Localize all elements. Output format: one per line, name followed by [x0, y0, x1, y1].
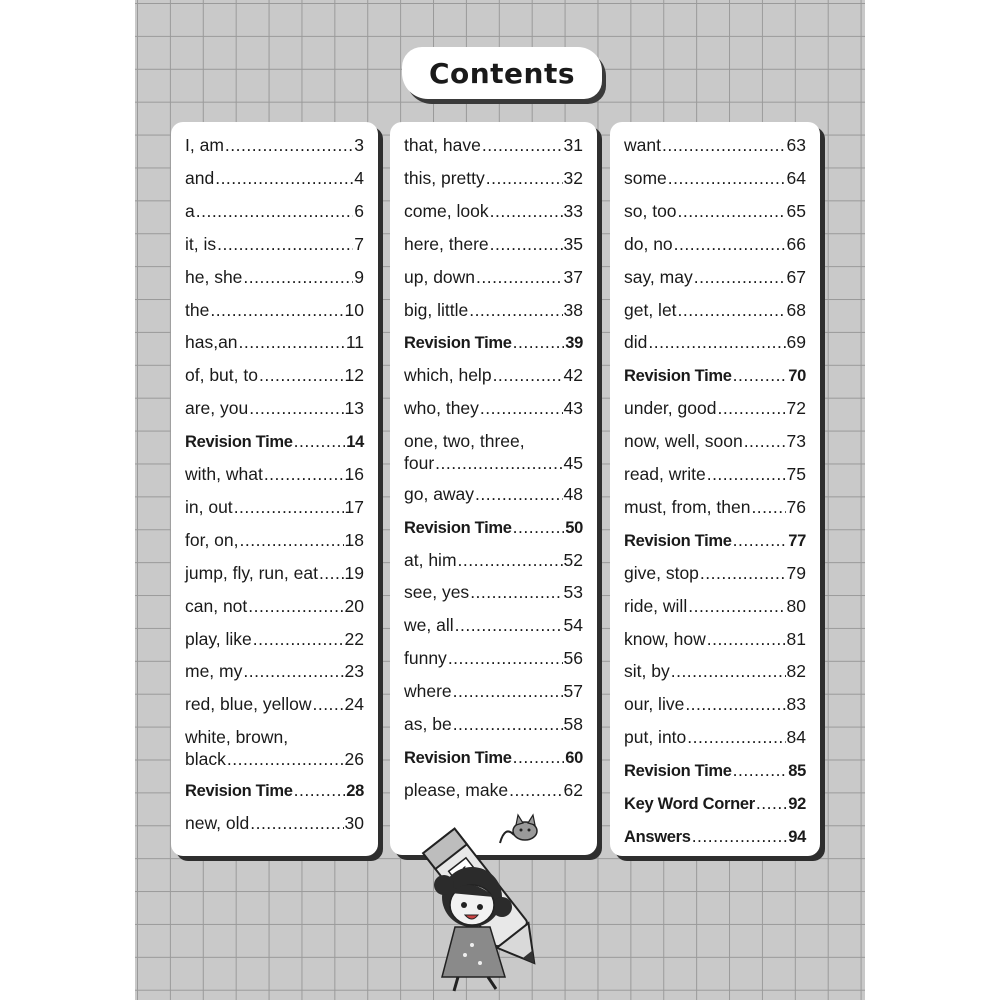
toc-entry-page-number: 14	[346, 433, 364, 452]
toc-entry	[624, 660, 806, 682]
dot-leader	[678, 200, 786, 222]
toc-entry-label: sit, by	[624, 661, 670, 682]
cat-icon	[500, 815, 537, 843]
toc-entry	[404, 167, 583, 189]
dot-leader	[225, 134, 353, 156]
toc-entry	[404, 299, 583, 321]
dot-leader	[243, 660, 343, 682]
toc-entry	[185, 397, 364, 419]
toc-entry-page-number: 9	[354, 266, 364, 287]
dot-leader	[217, 233, 353, 255]
toc-entry-label-line: one, two, three,	[404, 431, 525, 452]
toc-entry-label: funny	[404, 648, 447, 669]
toc-entry	[404, 779, 583, 801]
toc-entry-page-number: 54	[563, 615, 583, 636]
toc-entry-label: know, how	[624, 628, 706, 649]
dot-leader	[240, 529, 344, 551]
toc-entry-label: and	[185, 167, 215, 188]
toc-entry	[624, 430, 806, 452]
toc-entry-label: it, is	[185, 233, 217, 254]
toc-entry-label: red, blue, yellow	[185, 694, 312, 715]
contents-column-3	[610, 122, 820, 856]
toc-entry-page-number: 39	[565, 334, 583, 353]
toc-entry-label: say, may	[624, 266, 693, 287]
toc-entry	[185, 595, 364, 617]
toc-entry	[404, 549, 583, 571]
toc-entry-page-number: 65	[786, 200, 806, 221]
toc-entry-label: Revision Time	[185, 781, 293, 800]
toc-entry-page-number: 22	[344, 628, 364, 649]
toc-entry-label: Revision Time	[404, 334, 512, 353]
dot-leader	[707, 463, 786, 485]
toc-entry-page-number: 48	[563, 483, 583, 504]
dot-leader	[250, 812, 343, 834]
toc-entry-page-number: 38	[563, 299, 583, 320]
toc-entry	[185, 812, 364, 834]
dot-leader	[717, 397, 785, 419]
title-banner	[402, 47, 602, 99]
toc-entry-page-number: 28	[346, 781, 364, 800]
toc-entry-label: play, like	[185, 628, 252, 649]
toc-entry-page-number: 52	[563, 549, 583, 570]
toc-entry-page-number: 70	[788, 367, 806, 386]
toc-entry-label: who, they	[404, 398, 479, 419]
dot-leader	[490, 200, 563, 222]
toc-entry-label: see, yes	[404, 582, 470, 603]
toc-entry-page-number: 26	[344, 749, 364, 770]
dot-leader	[756, 792, 787, 814]
dot-leader	[312, 693, 343, 715]
dot-leader	[469, 299, 562, 321]
page-title: Contents	[428, 56, 576, 90]
toc-entry-page-number: 4	[354, 167, 364, 188]
dot-leader	[239, 331, 345, 353]
toc-entry-label: at, him	[404, 549, 457, 570]
contents-column-1	[171, 122, 378, 856]
toc-entry	[624, 331, 806, 353]
contents-column-2	[390, 122, 597, 855]
toc-entry-label: of, but, to	[185, 365, 258, 386]
toc-entry-page-number: 13	[344, 398, 364, 419]
toc-entry-page-number: 7	[354, 233, 364, 254]
toc-entry	[624, 529, 806, 552]
dot-leader	[694, 266, 786, 288]
dot-leader	[700, 562, 786, 584]
dot-leader	[470, 581, 562, 603]
toc-entry-page-number: 83	[786, 694, 806, 715]
toc-entry-label: we, all	[404, 615, 454, 636]
toc-entry	[404, 483, 583, 505]
toc-entry-page-number: 30	[344, 812, 364, 833]
toc-entry	[624, 463, 806, 485]
toc-entry	[404, 200, 583, 222]
toc-entry	[404, 266, 583, 288]
toc-entry-label: this, pretty	[404, 167, 485, 188]
toc-entry-page-number: 85	[788, 762, 806, 781]
dot-leader	[493, 364, 563, 386]
toc-entry	[185, 562, 364, 584]
dot-leader	[513, 331, 565, 353]
toc-entry-page-number: 35	[563, 233, 583, 254]
toc-entry-page-number: 31	[563, 135, 583, 155]
toc-entry	[624, 759, 806, 782]
toc-entry	[624, 562, 806, 584]
toc-entry	[185, 496, 364, 518]
toc-entry	[185, 779, 364, 802]
girl-with-pencil-illustration	[410, 805, 560, 995]
toc-entry-label: jump, fly, run, eat	[185, 562, 318, 583]
toc-entry-label: our, live	[624, 694, 685, 715]
toc-entry	[404, 430, 583, 474]
dot-leader	[733, 759, 788, 781]
toc-entry-page-number: 20	[344, 595, 364, 616]
toc-entry-label: give, stop	[624, 562, 699, 583]
dot-leader	[253, 628, 344, 650]
toc-entry	[404, 516, 583, 539]
toc-entry-label: Revision Time	[404, 518, 512, 537]
toc-entry-page-number: 92	[788, 795, 806, 813]
toc-entry-page-number: 23	[344, 661, 364, 682]
toc-entry	[404, 397, 583, 419]
toc-entry	[404, 680, 583, 702]
toc-entry	[404, 713, 583, 735]
toc-entry-label: get, let	[624, 299, 677, 320]
toc-entry-label: Revision Time	[185, 433, 293, 452]
dot-leader	[227, 748, 344, 770]
toc-entry	[185, 529, 364, 551]
toc-entry	[185, 726, 364, 770]
toc-entry-page-number: 37	[563, 266, 583, 287]
toc-entry-page-number: 16	[344, 464, 364, 484]
dot-leader	[248, 595, 343, 617]
toc-entry-label: I, am	[185, 135, 224, 155]
toc-entry-label: where	[404, 681, 452, 702]
toc-entry-page-number: 77	[788, 531, 806, 550]
toc-entry	[624, 726, 806, 748]
toc-entry-label: Answers	[624, 827, 691, 846]
toc-entry-page-number: 32	[563, 167, 583, 188]
toc-entry	[624, 134, 806, 156]
toc-entry-page-number: 63	[786, 135, 806, 155]
toc-entry-page-number: 58	[563, 714, 583, 735]
toc-entry-page-number: 42	[563, 365, 583, 386]
toc-entry	[624, 167, 806, 189]
toc-entry-page-number: 45	[563, 453, 583, 474]
dot-leader	[668, 167, 786, 189]
toc-entry-page-number: 81	[786, 628, 806, 649]
toc-entry	[185, 299, 364, 321]
toc-entry-label: want	[624, 135, 661, 155]
toc-entry-page-number: 73	[786, 431, 806, 452]
toc-entry	[185, 463, 364, 485]
toc-entry-label: a	[185, 200, 195, 221]
toc-entry-page-number: 53	[563, 582, 583, 603]
toc-entry-page-number: 64	[786, 167, 806, 188]
toc-entry	[404, 647, 583, 669]
toc-entry	[185, 134, 364, 156]
dot-leader	[687, 726, 785, 748]
toc-entry	[185, 331, 364, 353]
dot-leader	[733, 529, 788, 551]
dot-leader	[733, 364, 788, 386]
toc-entry-page-number: 11	[345, 332, 364, 353]
dot-leader	[671, 660, 786, 682]
toc-entry-page-number: 66	[786, 233, 806, 254]
toc-entry-page-number: 72	[786, 398, 806, 419]
toc-entry-page-number: 18	[344, 529, 364, 550]
dot-leader	[688, 595, 785, 617]
toc-entry-label: Revision Time	[624, 367, 732, 386]
toc-entry-page-number: 68	[786, 299, 806, 320]
toc-entry	[404, 233, 583, 255]
toc-entry	[624, 299, 806, 321]
dot-leader	[294, 430, 346, 452]
toc-entry	[404, 331, 583, 354]
dot-leader	[674, 233, 786, 255]
toc-entry-label: black	[185, 749, 226, 770]
toc-entry	[624, 200, 806, 222]
toc-entry	[404, 581, 583, 603]
toc-entry-page-number: 17	[344, 496, 364, 517]
toc-entry-label: did	[624, 332, 648, 353]
toc-entry-page-number: 43	[563, 398, 583, 419]
toc-entry-label: go, away	[404, 483, 475, 504]
toc-entry-page-number: 82	[786, 661, 806, 682]
dot-leader	[453, 680, 563, 702]
dot-leader	[458, 549, 563, 571]
toc-entry-page-number: 3	[354, 135, 364, 155]
toc-entry-page-number: 50	[565, 518, 583, 537]
toc-entry-page-number: 62	[563, 779, 583, 800]
dot-leader	[259, 364, 344, 386]
dot-leader	[648, 331, 785, 353]
dot-leader	[294, 779, 346, 801]
toc-entry	[624, 693, 806, 715]
dot-leader	[513, 746, 565, 768]
toc-entry-label: Key Word Corner	[624, 795, 755, 813]
toc-entry-label: now, well, soon	[624, 431, 743, 452]
toc-entry-label: for, on,	[185, 529, 239, 550]
toc-entry	[185, 200, 364, 222]
toc-entry-page-number: 69	[786, 332, 806, 353]
toc-entry-page-number: 67	[786, 266, 806, 287]
toc-entry	[185, 430, 364, 453]
dot-leader	[707, 628, 786, 650]
dot-leader	[448, 647, 563, 669]
toc-entry	[624, 397, 806, 419]
dot-leader	[210, 299, 343, 321]
toc-entry-label: that, have	[404, 135, 481, 155]
toc-entry-label: so, too	[624, 200, 677, 221]
dot-leader	[662, 134, 786, 156]
toc-entry-page-number: 24	[344, 694, 364, 715]
toc-entry-label: here, there	[404, 233, 489, 254]
toc-entry-label: ride, will	[624, 595, 688, 616]
dot-leader	[455, 614, 563, 636]
dot-leader	[509, 779, 562, 801]
dot-leader	[215, 167, 353, 189]
dot-leader	[435, 452, 562, 474]
toc-entry-label: read, write	[624, 464, 706, 484]
toc-entry-label: can, not	[185, 595, 248, 616]
toc-entry	[185, 693, 364, 715]
toc-entry-page-number: 12	[344, 365, 364, 386]
dot-leader	[243, 266, 353, 288]
toc-entry-page-number: 94	[788, 827, 806, 846]
dot-leader	[482, 134, 563, 156]
toc-entry-label: do, no	[624, 233, 673, 254]
toc-entry-label: new, old	[185, 812, 250, 833]
toc-entry	[185, 233, 364, 255]
toc-entry-label: some	[624, 167, 667, 188]
toc-entry-page-number: 19	[344, 562, 364, 583]
toc-entry-label: under, good	[624, 398, 717, 419]
toc-entry	[624, 496, 806, 518]
toc-entry-label: in, out	[185, 496, 233, 517]
toc-entry-label: put, into	[624, 727, 687, 748]
toc-entry	[624, 595, 806, 617]
toc-entry-page-number: 76	[786, 496, 806, 517]
toc-entry-page-number: 84	[786, 727, 806, 748]
toc-entry-page-number: 57	[563, 681, 583, 702]
dot-leader	[486, 167, 563, 189]
toc-entry	[185, 364, 364, 386]
toc-entry-label: he, she	[185, 266, 243, 287]
toc-entry-label: the	[185, 299, 210, 320]
toc-entry-page-number: 6	[354, 200, 364, 221]
toc-entry	[624, 825, 806, 848]
toc-entry	[404, 364, 583, 386]
toc-entry-label: are, you	[185, 398, 249, 419]
dot-leader	[475, 483, 562, 505]
dot-leader	[453, 713, 563, 735]
dot-leader	[513, 516, 565, 538]
toc-entry	[624, 364, 806, 387]
toc-entry	[624, 233, 806, 255]
toc-entry	[404, 614, 583, 636]
dot-leader	[678, 299, 786, 321]
dot-leader	[744, 430, 786, 452]
toc-entry-label: four	[404, 453, 435, 474]
dot-leader	[480, 397, 563, 419]
toc-entry-label: must, from, then	[624, 496, 751, 517]
toc-entry-page-number: 80	[786, 595, 806, 616]
toc-entry-page-number: 75	[786, 464, 806, 484]
toc-entry	[185, 266, 364, 288]
toc-entry	[624, 266, 806, 288]
toc-entry	[404, 134, 583, 156]
toc-entry	[404, 746, 583, 769]
toc-entry	[624, 792, 806, 815]
toc-entry-label: come, look	[404, 200, 489, 221]
dot-leader	[751, 496, 785, 518]
toc-entry-label: has,an	[185, 332, 238, 353]
toc-entry	[185, 660, 364, 682]
dot-leader	[196, 200, 354, 222]
toc-entry	[185, 628, 364, 650]
toc-entry-label: Revision Time	[624, 531, 732, 550]
dot-leader	[319, 562, 344, 584]
toc-entry	[624, 628, 806, 650]
toc-entry	[185, 167, 364, 189]
toc-entry-label: me, my	[185, 661, 243, 682]
dot-leader	[234, 496, 344, 518]
toc-entry-label: Revision Time	[624, 762, 732, 781]
toc-entry-label: which, help	[404, 365, 492, 386]
dot-leader	[249, 397, 343, 419]
toc-entry-page-number: 60	[565, 748, 583, 767]
dot-leader	[264, 463, 344, 485]
toc-entry-page-number: 79	[786, 562, 806, 583]
toc-entry-label-line: white, brown,	[185, 727, 289, 748]
toc-entry-label: as, be	[404, 714, 452, 735]
toc-entry-page-number: 33	[563, 200, 583, 221]
dot-leader	[692, 825, 788, 847]
toc-entry-page-number: 56	[563, 648, 583, 669]
dot-leader	[476, 266, 563, 288]
toc-entry-page-number: 10	[344, 299, 364, 320]
toc-entry-label: with, what	[185, 464, 263, 484]
toc-entry-label: up, down	[404, 266, 476, 287]
toc-entry-label: please, make	[404, 779, 509, 800]
dot-leader	[490, 233, 563, 255]
toc-entry-label: big, little	[404, 299, 469, 320]
toc-entry-label: Revision Time	[404, 748, 512, 767]
dot-leader	[685, 693, 785, 715]
